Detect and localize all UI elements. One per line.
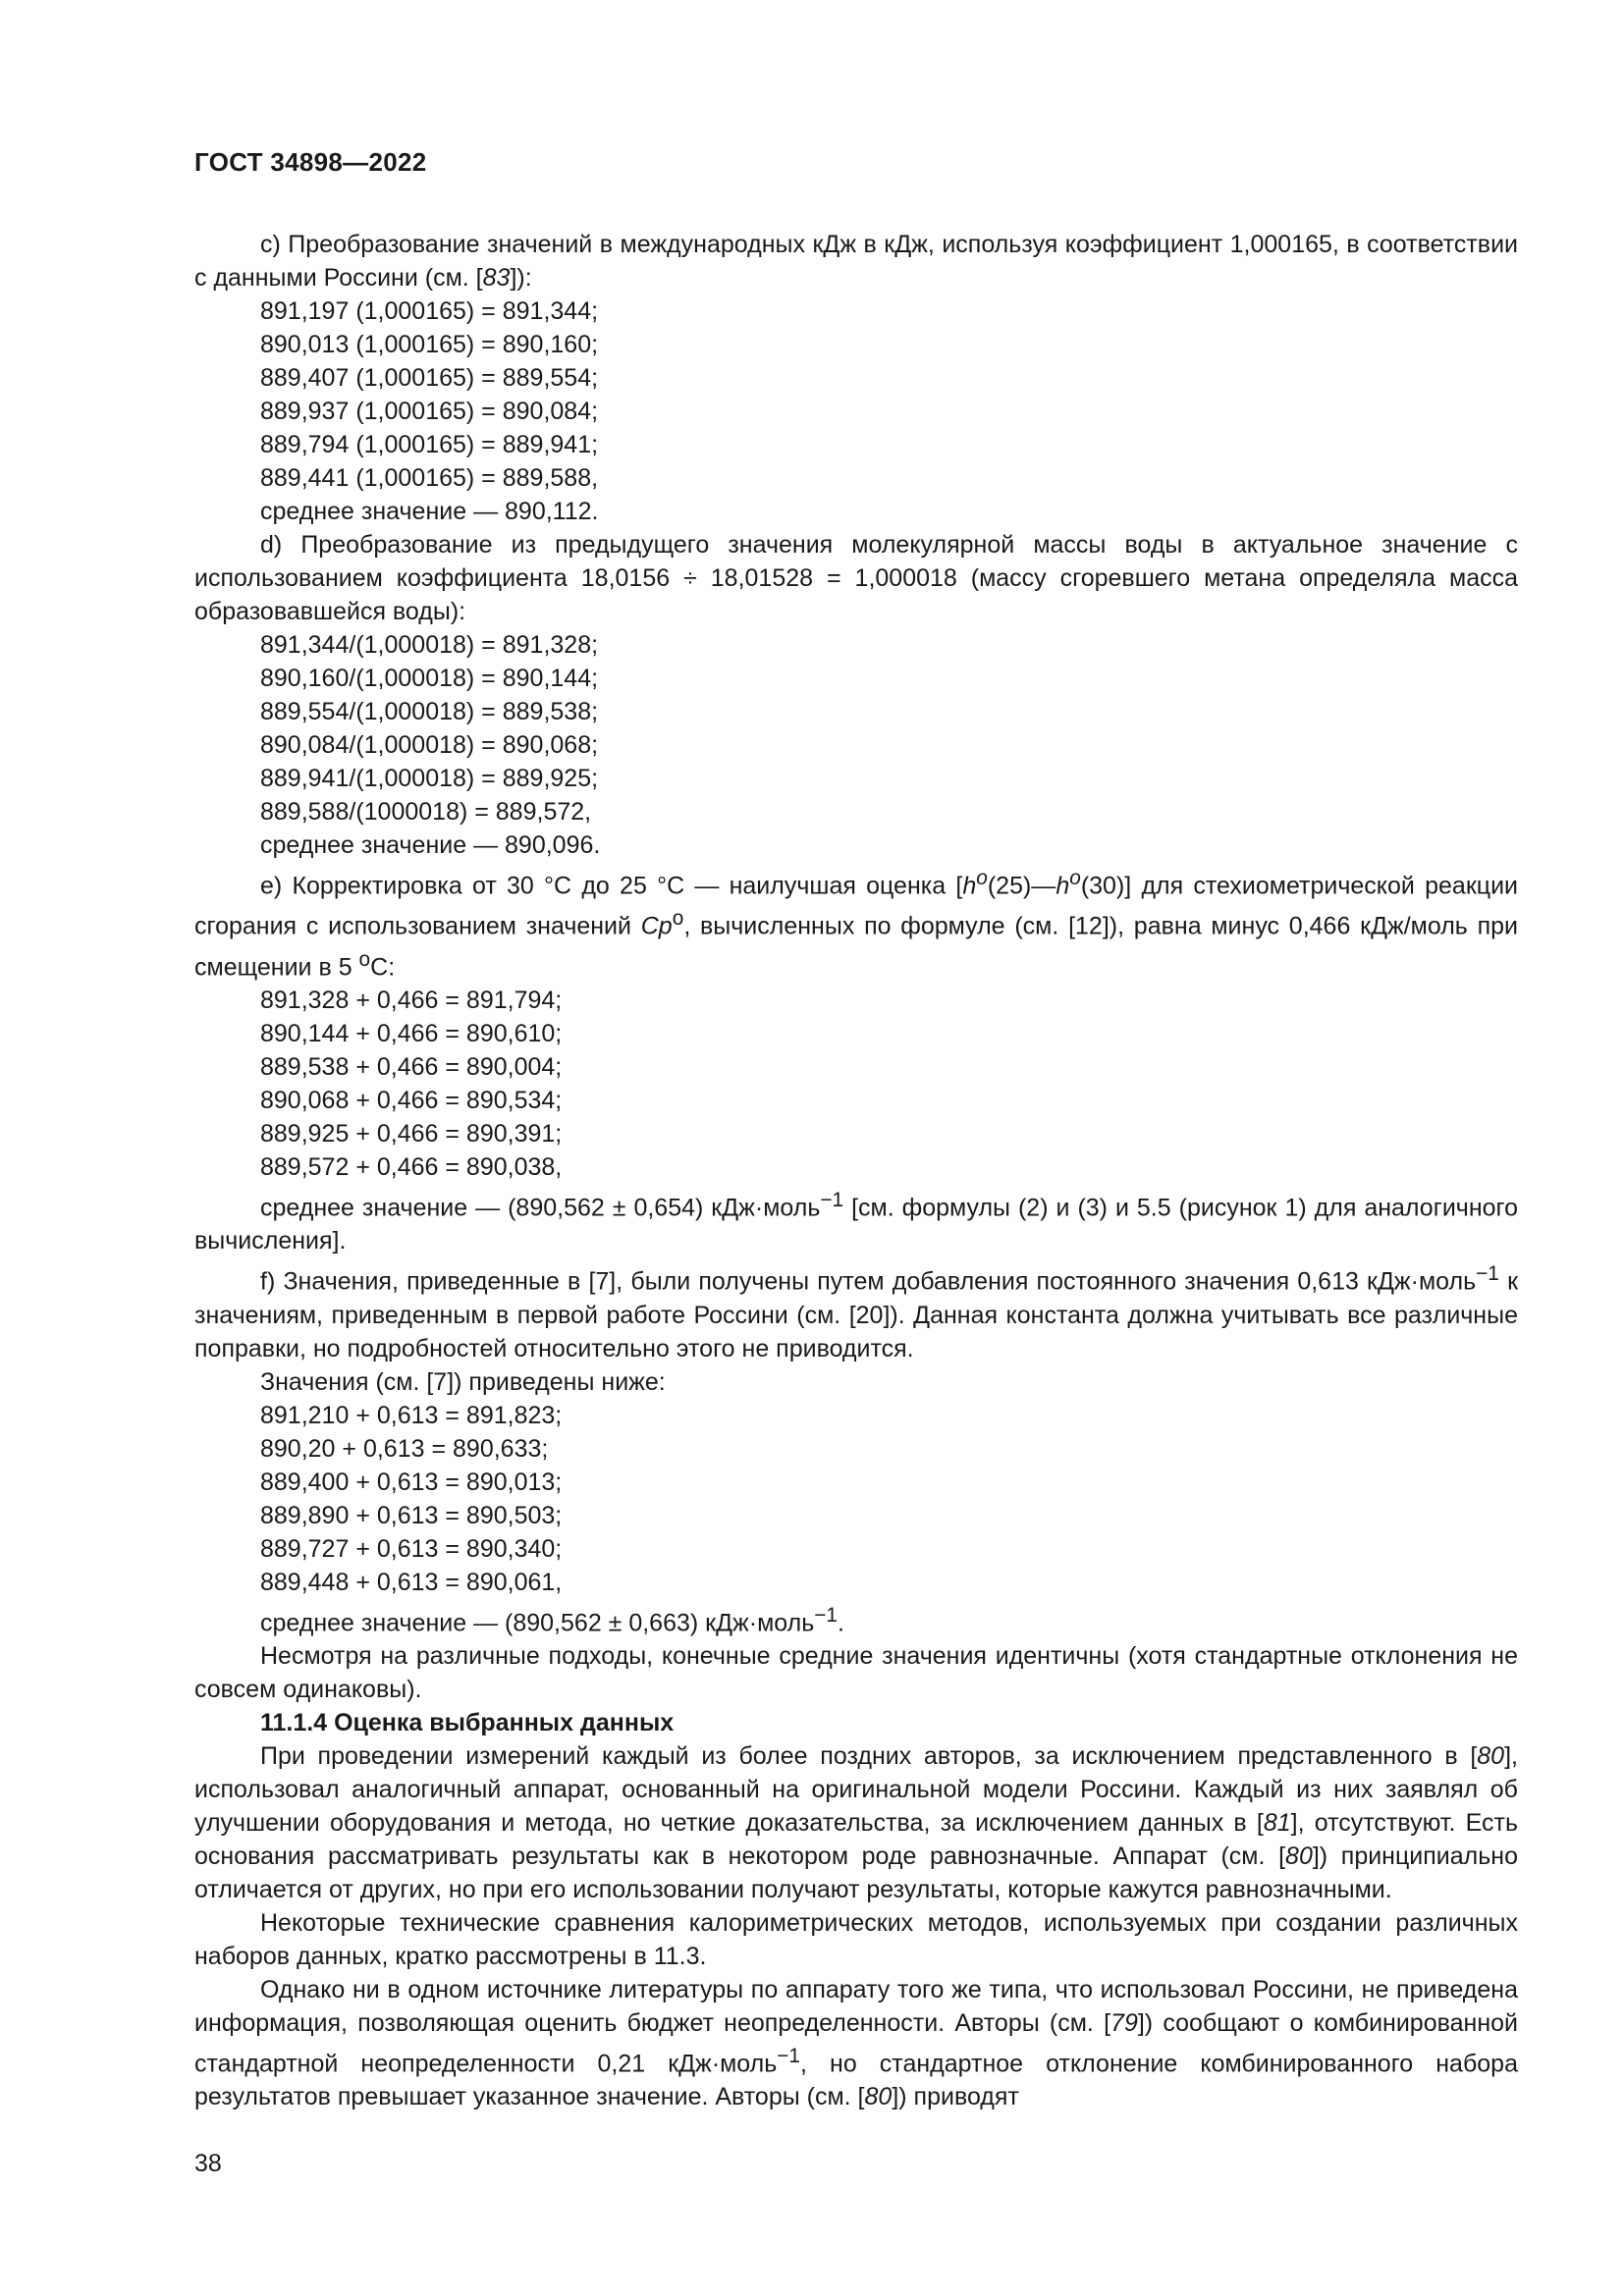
- formula-line: 891,328 + 0,466 = 891,794;: [260, 986, 563, 1014]
- mean-e: среднее значение — (890,562 ± 0,654) кДж·моль$^{-1}$ [см. формулы (2) и (3) и 5.5 (рисунок 1) для аналогичного вычисления].: [194, 1188, 1518, 1255]
- formula-line: 889,407 (1,000165) = 889,554;: [260, 364, 599, 392]
- formula-line: 891,197 (1,000165) = 891,344;: [260, 297, 599, 325]
- formula-line: 890,084/(1,000018) = 890,068;: [260, 731, 599, 759]
- citation-ref: 81: [1263, 1808, 1291, 1837]
- paragraph-1114-2: Некоторые технические сравнения калориметрических методов, используемых при создании различных наборов данных, кратко рассмотрены в 11.3.: [194, 1908, 1518, 1970]
- paragraph-1114-3: Однако ни в одном источнике литературы по аппарату того же типа, что использовал Россини, не приведена информация, позволяющая оценить бюджет неопределенности. Авторы (см. [79]) сообщают о комбинированной стандартной неопределенности 0,21 кДж·моль$^{-1}$, но стандартное отклонение комбинированного набора результатов превышает указанное значение. Авторы (см. [80]) приводят: [194, 1975, 1518, 2111]
- formula-line: 889,941/(1,000018) = 889,925;: [260, 765, 599, 792]
- formula-line: 889,588/(1000018) = 889,572,: [260, 798, 592, 826]
- section-heading: 11.1.4 Оценка выбранных данных: [260, 1708, 675, 1736]
- formula-line: 889,937 (1,000165) = 890,084;: [260, 398, 599, 425]
- formula-line: 889,572 + 0,466 = 890,038,: [260, 1152, 563, 1181]
- formula-line: 890,20 + 0,613 = 890,633;: [260, 1434, 549, 1463]
- paragraph-1114-1: При проведении измерений каждый из более поздних авторов, за исключением представленного в [80], использовал аналогичный аппарат, основанный на оригинальной модели Россини. Каждый из них заявлял об улучшении оборудования и метода, но четкие доказательства, за исключением данных в [81], отсутствуют. Есть основания рассматривать результаты как в некотором роде равнозначные. Аппарат (см. [80]) принципиально отличается от других, но при его использовании получают результаты, которые кажутся равнозначными.: [194, 1741, 1518, 1903]
- formula-line: 891,344/(1,000018) = 891,328;: [260, 631, 599, 659]
- citation-ref: 83: [482, 264, 511, 292]
- formula-line: 889,538 + 0,466 = 890,004;: [260, 1052, 563, 1081]
- page-number: 38: [194, 2150, 222, 2177]
- formula-line: 889,727 + 0,613 = 890,340;: [260, 1534, 563, 1563]
- paragraph-f: f) Значения, приведенные в [7], были получены путем добавления постоянного значения 0,613 кДж·моль$^{-1}$ к значениям, приведенным в первой работе Россини (см. [20]). Данная константа должна учитывать все различные поправки, но подробностей относительно этого не приводится.: [194, 1262, 1519, 1362]
- formula-line: 890,013 (1,000165) = 890,160;: [260, 331, 599, 358]
- formula-list-f: [194, 1399, 1518, 1599]
- document-code: ГОСТ 34898—2022: [194, 147, 427, 177]
- citation-ref: 79: [1110, 2008, 1138, 2037]
- paragraph-c: c) Преобразование значений в международных кДж в кДж, используя коэффициент 1,000165, в соответствии с данными Россини (см. [83]):: [194, 231, 1518, 292]
- conclusion-paragraph: Несмотря на различные подходы, конечные средние значения идентичны (хотя стандартные отклонения не совсем одинаковы).: [194, 1641, 1518, 1703]
- formula-line: 889,794 (1,000165) = 889,941;: [260, 431, 599, 458]
- formula-line: 891,210 + 0,613 = 891,823;: [260, 1401, 563, 1429]
- formula-line: 889,890 + 0,613 = 890,503;: [260, 1501, 563, 1529]
- citation-ref: 80: [864, 2083, 893, 2111]
- formula-line: 889,554/(1,000018) = 889,538;: [260, 698, 599, 725]
- formula-list-d: [194, 628, 1518, 828]
- formula-line: 890,160/(1,000018) = 890,144;: [260, 665, 599, 692]
- formula-line: 889,925 + 0,466 = 890,391;: [260, 1119, 563, 1148]
- formula-list-e: [194, 984, 1518, 1184]
- main-content: [194, 228, 1518, 2113]
- formula-line: 889,448 + 0,613 = 890,061,: [260, 1568, 563, 1596]
- formula-line: 890,144 + 0,466 = 890,610;: [260, 1019, 563, 1047]
- values-intro-f: Значения (см. [7]) приведены ниже:: [260, 1367, 666, 1396]
- formula-list-c: [194, 294, 1518, 495]
- paragraph-d: d) Преобразование из предыдущего значения молекулярной массы воды в актуальное значение с использованием коэффициента 18,0156 ÷ 18,01528 = 1,000018 (массу сгоревшего метана определяла масса образовавшейся воды):: [194, 531, 1518, 625]
- mean-c: среднее значение — 890,112.: [260, 498, 599, 525]
- formula-line: 890,068 + 0,466 = 890,534;: [260, 1086, 563, 1114]
- citation-ref: 80: [1285, 1842, 1313, 1870]
- formula-line: 889,441 (1,000165) = 889,588,: [260, 464, 599, 492]
- citation-ref: 80: [1477, 1741, 1505, 1770]
- formula-line: 889,400 + 0,613 = 890,013;: [260, 1468, 563, 1496]
- mean-f: среднее значение — (890,562 ± 0,663) кДж·моль$^{-1}$.: [260, 1603, 844, 1636]
- paragraph-e: e) Корректировка от 30 °C до 25 °C — наилучшая оценка $[h^o(25)—h^o(30)]$ для стехиометрической реакции сгорания с использованием значений Cp$^o$, вычисленных по формуле (см. [12]), равна минус 0,466 кДж/моль при смещении в 5 $^o$C:: [194, 867, 1519, 981]
- mean-d: среднее значение — 890,096.: [260, 831, 601, 859]
